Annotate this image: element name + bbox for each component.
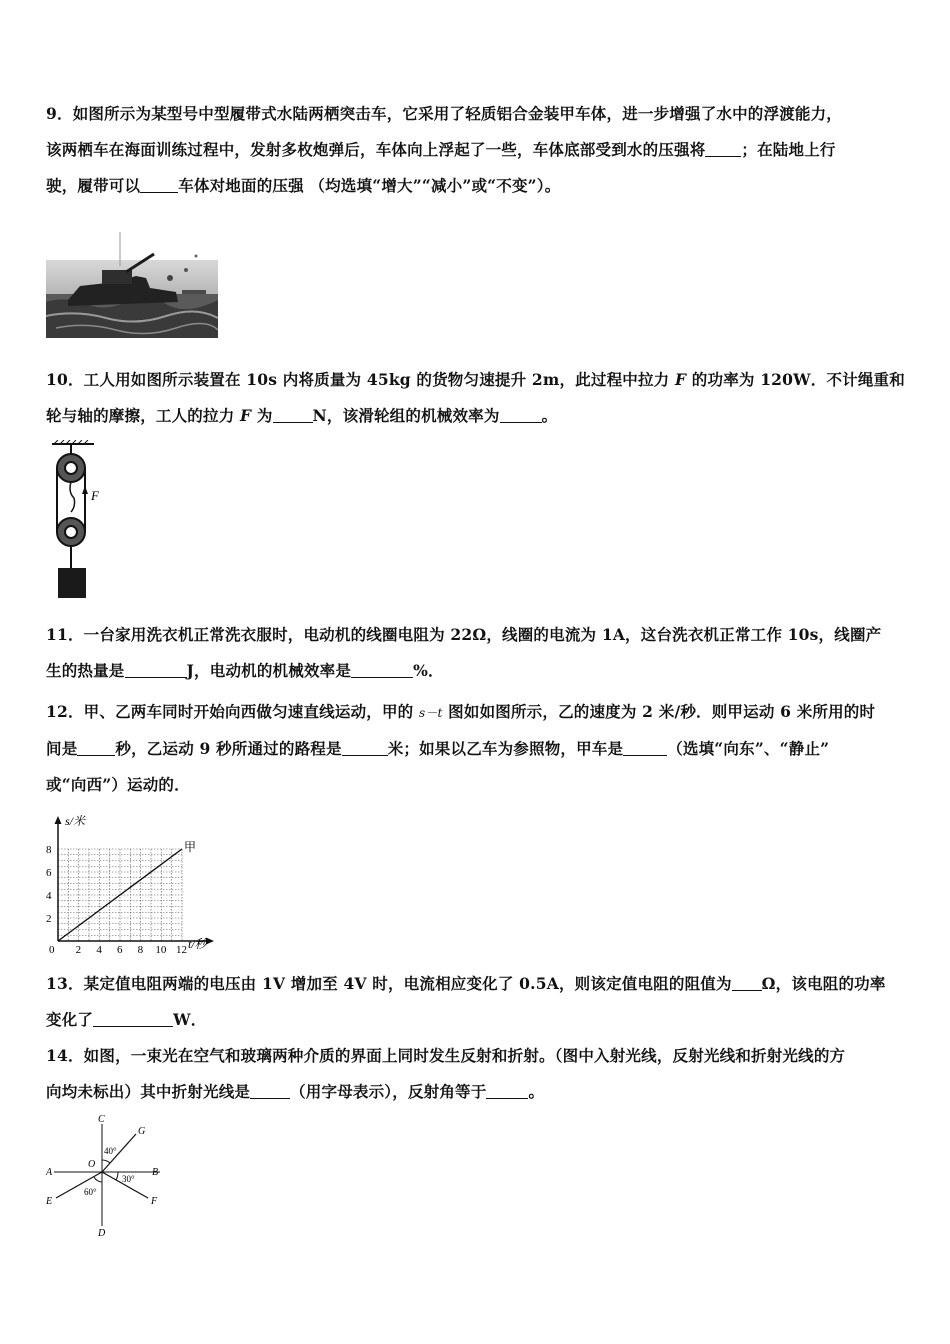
q10-pulley-diagram: [46, 440, 116, 602]
q9-blank-2[interactable]: [140, 176, 178, 193]
question-10: [46, 362, 908, 434]
label-B: B: [152, 1167, 159, 1178]
series-label: 甲: [184, 840, 197, 854]
q13-line-1: 13．某定值电阻两端的电压由 1V 增加至 4V 时，电流相应变化了 0.5A，则该定值电阻的阻值为 Ω，该电阻的功率: [46, 974, 886, 993]
q10-line-1: 10．工人用如图所示装置在 10s 内将质量为 45kg 的货物匀速提升 2m，此过程中拉力 F 的功率为 120W．不计绳重和: [46, 370, 905, 389]
q12-blank-2[interactable]: [342, 739, 388, 756]
q14-optics-diagram: [40, 1112, 170, 1240]
y-tick-label: 2: [46, 913, 52, 925]
label-O: O: [88, 1159, 96, 1170]
label-D: D: [98, 1228, 106, 1239]
question-9: [46, 96, 908, 204]
label-C: C: [98, 1114, 105, 1125]
q12-line-2: 间是 秒，乙运动 9 秒所通过的路程是 米；如果以乙车为参照物，甲车是 （选填“向东”、“静止”: [46, 739, 830, 758]
q14-blank-2[interactable]: [486, 1082, 528, 1099]
q14-blank-1[interactable]: [250, 1082, 290, 1099]
q9-vehicle-photo: [46, 232, 218, 338]
q9-blank-1[interactable]: [705, 140, 741, 157]
y-axis-label: s/米: [65, 814, 86, 828]
x-axis-label: t/秒: [188, 937, 207, 951]
q10-line-2: 轮与轴的摩擦，工人的拉力 F 为 N，该滑轮组的机械效率为 。: [46, 406, 558, 425]
question-14: [46, 1038, 908, 1110]
q14-line-1: 14．如图，一束光在空气和玻璃两种介质的界面上同时发生反射和折射。（图中入射光线，反射光线和折射光线的方: [46, 1046, 846, 1065]
q9-line-3: 驶，履带可以 车体对地面的压强 （均选填“增大”“减小”或“不变”）。: [46, 176, 561, 195]
q10-blank-2[interactable]: [500, 406, 542, 423]
label-F: F: [151, 1196, 158, 1207]
q9-line-2: 该两栖车在海面训练过程中，发射多枚炮弹后，车体向上浮起了一些，车体底部受到水的压强将 ；在陆地上行: [46, 140, 836, 159]
x-tick-label: 6: [117, 944, 123, 956]
angle-30-label: 30°: [122, 1174, 135, 1184]
q13-blank-1[interactable]: [732, 974, 762, 991]
label-G: G: [138, 1126, 146, 1137]
question-11: [46, 617, 908, 689]
q13-line-2: 变化了 W．: [46, 1010, 207, 1029]
x-tick-label: 10: [155, 944, 167, 956]
y-tick-label: 4: [46, 890, 52, 902]
y-axis-arrow: [55, 816, 62, 824]
q12-st-chart: [40, 812, 230, 958]
x-tick-label: 12: [176, 944, 187, 956]
x-tick-label: 8: [137, 944, 144, 956]
question-13: [46, 966, 908, 1038]
question-12: [46, 694, 908, 803]
q13-blank-2[interactable]: [93, 1010, 173, 1027]
q12-blank-3[interactable]: [623, 739, 667, 756]
q12-blank-1[interactable]: [77, 739, 115, 756]
q12-line-1: 12．甲、乙两车同时开始向西做匀速直线运动，甲的 s－t 图如如图所示，乙的速度为 2 米/秒．则甲运动 6 米所用的时: [46, 702, 876, 721]
x-tick-label: 2: [75, 944, 82, 956]
q12-line-3: 或“向西”）运动的．: [46, 775, 190, 794]
label-E: E: [46, 1196, 53, 1207]
q11-blank-1[interactable]: [125, 661, 187, 678]
q11-line-2: 生的热量是 J，电动机的机械效率是 %．: [46, 661, 444, 680]
x-tick-label: 4: [96, 944, 102, 956]
label-A: A: [46, 1167, 53, 1178]
q11-line-1: 11．一台家用洗衣机正常洗衣服时，电动机的线圈电阻为 22Ω，线圈的电流为 1A，这台洗衣机正常工作 10s，线圈产: [46, 625, 882, 644]
q10-force-label: F: [91, 488, 99, 503]
x-tick-label: 0: [49, 944, 55, 956]
q11-blank-2[interactable]: [351, 661, 413, 678]
angle-40-label: 40°: [104, 1146, 117, 1156]
q14-line-2: 向均未标出）其中折射光线是 （用字母表示），反射角等于 。: [46, 1082, 545, 1101]
y-tick-label: 8: [46, 844, 52, 856]
angle-60-label: 60°: [84, 1187, 97, 1197]
y-tick-label: 6: [46, 867, 52, 879]
q9-line-1: 9．如图所示为某型号中型履带式水陆两栖突击车，它采用了轻质铝合金装甲车体，进一步增强了水中的浮渡能力，: [46, 104, 842, 123]
x-axis-arrow: [206, 938, 214, 945]
q10-blank-1[interactable]: [273, 406, 313, 423]
